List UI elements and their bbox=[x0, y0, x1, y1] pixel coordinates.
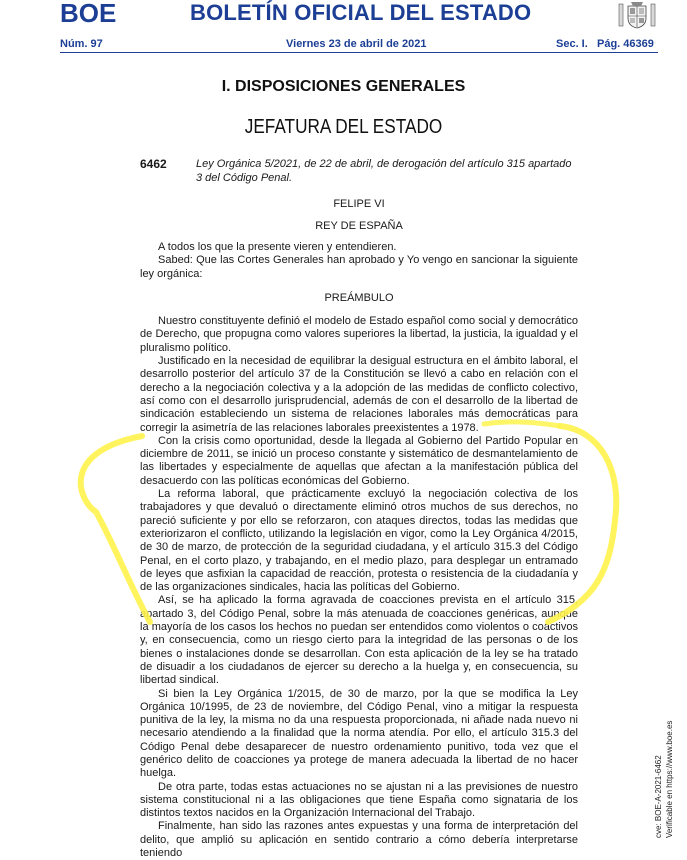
verification-note bbox=[652, 695, 682, 840]
section-label: Sec. I. bbox=[556, 38, 588, 50]
boe-logo-text: BOE bbox=[60, 0, 117, 26]
paragraph: Así, se ha aplicado la forma agravada de coacciones prevista en el artículo 315, apartado 3, del Código Penal, sobre la más atenuada de coacciones genéricas, aunque la mayoría de los casos los hechos no puedan ser entendidos como violentos o coactivos y, en consecuencia, como un riesgo cierto para la integridad de las personas o de los bienes o instalaciones donde se desarrollan. Con esta aplicación de la ley se ha tratado de disuadir a los ciudadanos de ejercer su derecho a la huelga y, en consecuencia, su libertad sindical. bbox=[140, 594, 578, 687]
paragraph: Justificado en la necesidad de equilibrar la desigual estructura en el ámbito laboral, el desarrollo posterior del artículo 37 de la Constitución se llevó a cabo en relación con el derecho a la negociación colectiva y a la adopción de las medidas de conflicto colectivo, así como con el desarrollo jurisprudencial, además de con el desarrollo de la libertad de sindicación estableciendo un sistema de relaciones laborales más democráticas para corregir la asimetría de las relaciones laborales preexistentes a 1978. bbox=[140, 355, 578, 434]
cve-text: cve: BOE-A-2021-6462 bbox=[654, 755, 663, 838]
department-title: JEFATURA DEL ESTADO bbox=[244, 116, 443, 138]
paragraph: La reforma laboral, que prácticamente excluyó la negociación colectiva de los trabajadores y que devaluó o directamente eliminó otros muchos de sus derechos, no pareció suficiente y por ello se reforzaron, con ataques directos, todas las medidas que exteriorizaron el conflicto, utilizando la legislación en vigor, como la Ley Orgánica 4/2015, de 30 de marzo, de protección de la seguridad ciudadana, y el artículo 315.3 del Código Penal, en el corto plazo, y trabajando, en el medio plazo, para desplegar un entramado de leyes que asfixian la capacidad de reacción, protesta o resistencia de la ciudadanía y de las organizaciones sindicales, hacia las políticas del Gobierno. bbox=[140, 488, 578, 594]
document-body bbox=[140, 241, 578, 860]
page-number: Pág. 46369 bbox=[597, 38, 654, 50]
header-divider bbox=[60, 52, 658, 53]
entry-title: Ley Orgánica 5/2021, de 22 de abril, de derogación del artículo 315 apartado 3 del Código Penal. bbox=[196, 158, 572, 184]
king-name: FELIPE VI bbox=[333, 198, 385, 210]
paragraph: Nuestro constituyente definió el modelo de Estado español como social y democrático de Derecho, que propugna como valores superiores la libertad, la justicia, la igualdad y el pluralismo político. bbox=[140, 315, 578, 354]
preamble-heading: PREÁMBULO bbox=[324, 291, 394, 304]
issue-date: Viernes 23 de abril de 2021 bbox=[286, 38, 427, 50]
section-title: I. DISPOSICIONES GENERALES bbox=[221, 78, 466, 95]
boe-logo bbox=[60, 0, 128, 26]
king-title: REY DE ESPAÑA bbox=[315, 220, 403, 232]
paragraph: Sabed: Que las Cortes Generales han aprobado y Yo vengo en sancionar la siguiente ley orgánica: bbox=[140, 254, 578, 280]
paragraph: A todos los que la presente vieren y entendieren. bbox=[158, 241, 397, 253]
paragraph: De otra parte, todas estas actuaciones no se ajustan ni a las previsiones de nuestro sistema constitucional ni a las obligaciones que tiene España como signataria de los distintos textos nacidos en la Organización Internacional del Trabajo. bbox=[140, 780, 578, 820]
verify-text: Verificable en https://www.boe.es bbox=[665, 720, 674, 838]
gazette-title: BOLETÍN OFICIAL DEL ESTADO bbox=[190, 0, 532, 25]
issue-number: Núm. 97 bbox=[60, 38, 103, 50]
paragraph: Si bien la Ley Orgánica 1/2015, de 30 de marzo, por la que se modifica la Ley Orgánica 10/1995, de 23 de noviembre, del Código Penal, vino a mitigar la respuesta punitiva de la ley, la misma no da una respuesta proporcionada, ni añade nada nuevo ni necesario atendiendo a la finalidad que la norma atendía. Por ello, el artículo 315.3 del Código Penal debe desaparecer de nuestro ordenamiento punitivo, toda vez que el genérico delito de coacciones ya protege de manera adecuada la libertad de no hacer huelga. bbox=[140, 687, 578, 780]
gazette-header bbox=[0, 0, 687, 50]
entry-number: 6462 bbox=[140, 157, 167, 171]
coat-of-arms-icon bbox=[616, 0, 658, 30]
paragraph: Con la crisis como oportunidad, desde la llegada al Gobierno del Partido Popular en diciembre de 2011, se inició un proceso constante y sistemático de desmantelamiento de las libertades y especialmente de aquellas que afectan a la manifestación pública del desacuerdo con las políticas económicas del Gobierno. bbox=[140, 434, 578, 487]
paragraph: Finalmente, han sido las razones antes expuestas y una forma de interpretación del delito, que amplió su aplicación en sentido contrario a cómo debería interpretarse teniendo bbox=[140, 820, 578, 860]
